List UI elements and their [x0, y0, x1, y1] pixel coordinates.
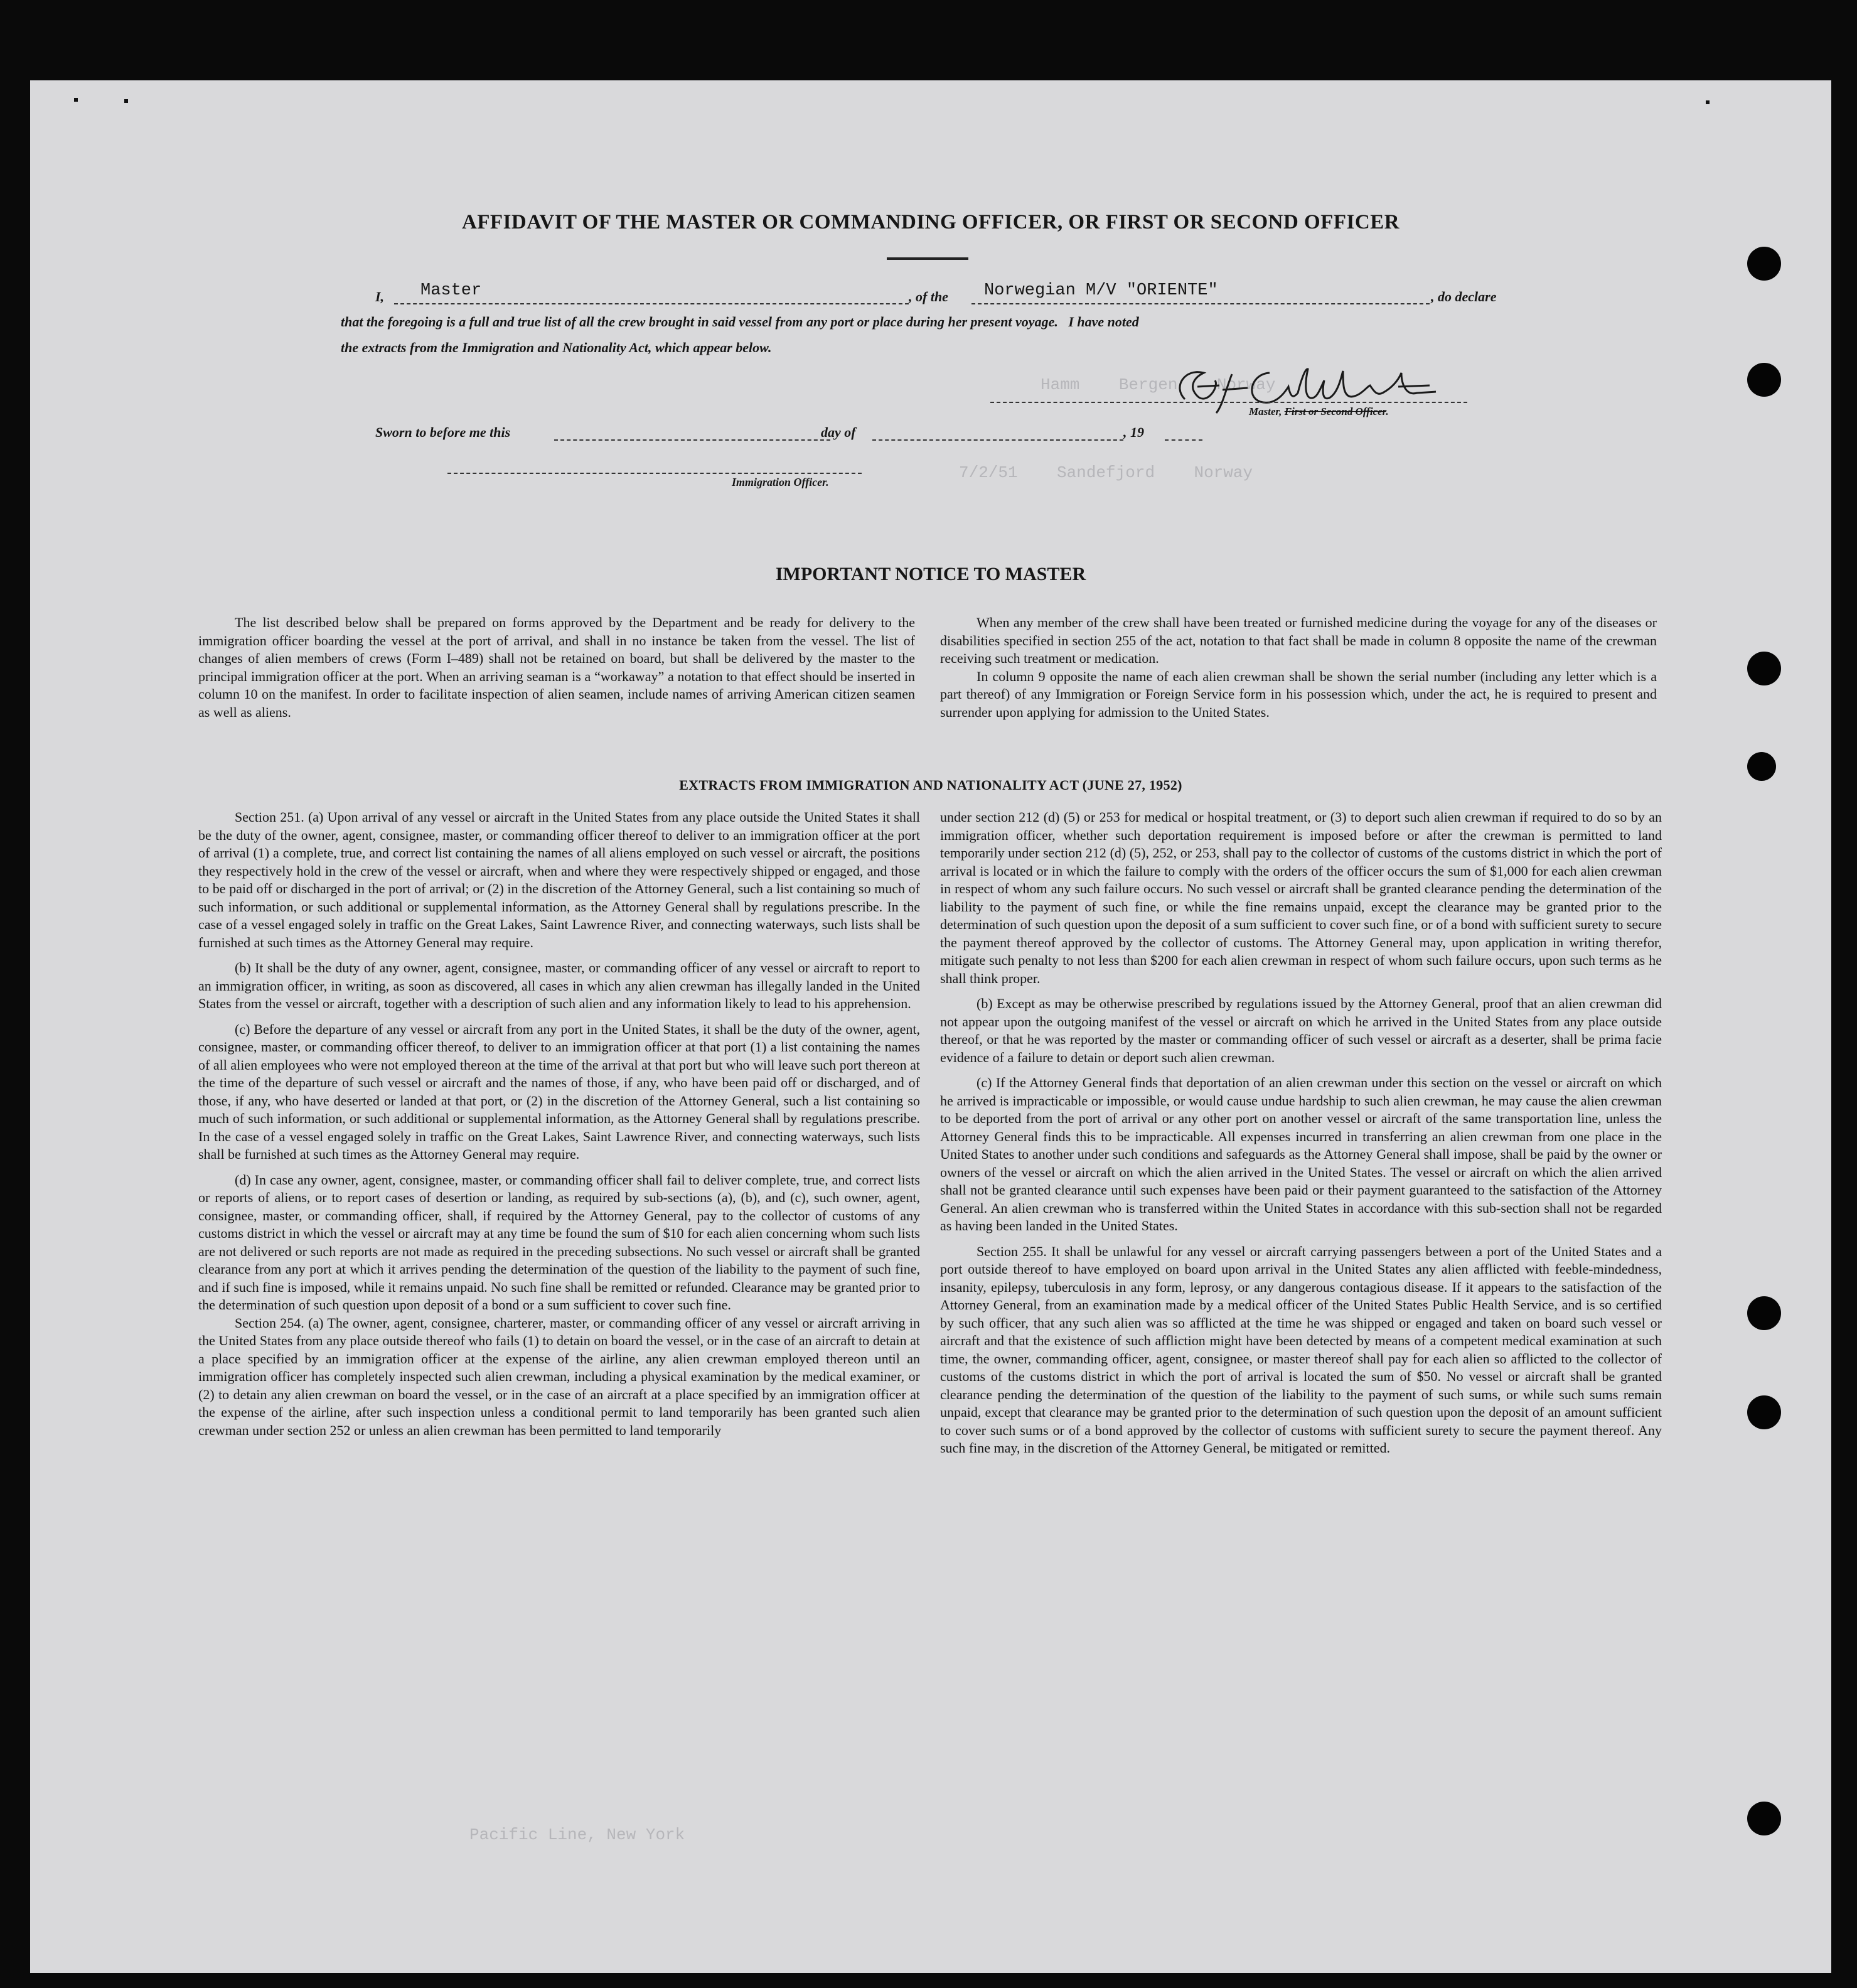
immigration-officer-caption: Immigration Officer.: [732, 476, 829, 488]
bleed-through-text: 7/2/51 Sandefjord Norway: [959, 463, 1253, 482]
signature-caption-prefix: Master,: [1249, 406, 1285, 417]
day-of-label: day of: [821, 424, 856, 440]
bleed-through-text: Hamm Bergen Norway: [1041, 375, 1276, 394]
notice-right-column: [940, 614, 1657, 721]
extracts-right-column: [940, 809, 1662, 1458]
of-the-label: , of the: [909, 289, 948, 304]
signature-caption-struck: First or Second Officer: [1284, 406, 1386, 417]
vessel-field-line: [971, 303, 1430, 304]
declaration-text-line-2: that the foregoing is a full and true list of all the crew brought in said vessel from any port or place during her present voyage. I have noted: [341, 314, 1139, 330]
declaration-i-label: I,: [375, 289, 385, 304]
section-254-b: (b) Except as may be otherwise prescribed by regulations issued by the Attorney General, proof that an alien crewman did not appear upon the outgoing manifest of the vessel or aircraft on which he arrived in the United States from any place outside thereof, or that he was reported by the master or commanding officer of such vessel or aircraft as a deserter, shall be prima facie evidence of a failure to detain or deport such alien crewman.: [940, 996, 1662, 1065]
section-255: Section 255. It shall be unlawful for any vessel or aircraft carrying passengers between a port of the United States and a port outside thereof to have employed on board upon arrival in the United States any alien afflicted with feeble-mindedness, insanity, epilepsy, tuberculosis in any form, leprosy, or any dangerous contagious disease. If it appears to the satisfaction of the Attorney General, from an examination made by a medical officer of the United States Public Health Service, and is so certified by such officer, that any such alien was so afflicted at the time he was shipped or engaged and taken on board such vessel or aircraft and that the existence of such affliction might have been detected by means of a competent medical examination at such time, the owner, commanding officer, agent, consignee, or master thereof shall pay for each alien so afflicted to the collector of customs of the customs district in which the port of arrival is located the sum of $50. No vessel or aircraft shall be granted clearance pending the determination of the question of the liability to the payment of such sums, or while such sums remain unpaid, except that clearance may be granted prior to the determination of such question upon the deposit of an amount sufficient to cover such sums or of a bond approved by the collector of customs with sufficient surety to secure the payment thereof. Any such fine may, in the discretion of the Attorney General, be mitigated or remitted.: [940, 1243, 1662, 1456]
signature-caption: [1249, 406, 1389, 418]
sworn-label: Sworn to before me this: [375, 424, 511, 440]
section-251-d: (d) In case any owner, agent, consignee, master, or commanding officer shall fail to deliver complete, true, and correct lists or reports of aliens, or to report cases of desertion or landing, as required by sub-sections (a), (b), and (c), such owner, agent, consignee, master, or commanding officer, shall, if required by the Attorney General, pay to the collector of customs of any customs district in which the vessel or aircraft may at any time be found the sum of $10 for each alien concerning whom such lists are not delivered or such reports are not made as required in the preceding subsections. No such vessel or aircraft shall be granted clearance from any port at which it arrives pending the determination of the question of the liability to the payment of such fine, and if such fine is imposed, while it remains unpaid. No such fine shall be remitted or refunded. Clearance may be granted prior to the determination of such question upon deposit of a bond or a sum sufficient to cover such fine.: [198, 1171, 920, 1313]
speck: [1706, 100, 1710, 104]
signature-caption-suffix: .: [1386, 406, 1389, 417]
vessel-field[interactable]: Norwegian M/V "ORIENTE": [984, 281, 1218, 300]
officer-field[interactable]: Master: [420, 281, 482, 300]
binder-hole: [1747, 1395, 1781, 1429]
section-254-a-continued: under section 212 (d) (5) or 253 for medical or hospital treatment, or (3) to deport such alien crewman if required to do so by an immigration officer, whether such deportation requirement is imposed before or after the crewman is permitted to land temporarily under section 212 (d) (5), 252, or 253, shall pay to the collector of customs of the customs district in which the port of arrival is located or in which the failure to comply with the orders of the officer occurs the sum of $1,000 for each alien crewman in respect of whom any such failure occurs. No such vessel or aircraft shall be granted clearance pending the determination of the liability to the payment of such fine, or while the fine remains unpaid, except the clearance may be granted prior to the determination of such question upon the deposit of a sum sufficient to cover such fine, or of a bond with sufficient surety to secure the payment thereof approved by the collector of customs. The Attorney General may, upon application in writing therefor, mitigate such penalty to not less than $200 for each alien crewman in respect of whom such failure occurs, upon such terms as he shall think proper.: [940, 809, 1662, 986]
section-251-c: (c) Before the departure of any vessel or aircraft from any port in the United States, it shall be the duty of the owner, agent, consignee, master, or commanding officer thereof, to deliver to an immigration officer at that port (1) a list containing the names of all alien employees who were not employed thereon at the time of the arrival at that port but who will leave such port thereon at the time of the departure of such vessel or aircraft and the names of those, if any, who have been paid off or discharged, and of those, if any, who have deserted or landed at that port, or (2) in the discretion of the Attorney General, such a list containing so much of such information, or such additional or supplemental information, as the Attorney General shall by regulations prescribe. In the case of a vessel engaged solely in traffic on the Great Lakes, Saint Lawrence River, and connecting waterways, such lists shall be furnished at such times as the Attorney General may require.: [198, 1021, 920, 1162]
officer-field-line: [394, 303, 909, 304]
affidavit-title: AFFIDAVIT OF THE MASTER OR COMMANDING OFFICER, OR FIRST OR SECOND OFFICER: [461, 211, 1400, 234]
sworn-year-line[interactable]: [1165, 439, 1202, 441]
sworn-date-line[interactable]: [554, 439, 830, 441]
binder-hole: [1747, 363, 1781, 397]
binder-hole: [1747, 752, 1776, 781]
notice-heading: IMPORTANT NOTICE TO MASTER: [775, 564, 1086, 584]
binder-hole: [1747, 1802, 1781, 1835]
binder-hole: [1747, 652, 1781, 685]
notice-right-paragraph-1: When any member of the crew shall have been treated or furnished medicine during the voyage for any of the diseases or disabilities specified in section 255 of the act, notation to that fact shall be made in column 8 opposite the name of the crewman receiving such treatment or medication.: [940, 615, 1657, 666]
section-254-a: Section 254. (a) The owner, agent, consignee, charterer, master, or commanding officer of any vessel or aircraft arriving in the United States from any place outside thereof who fails (1) to detain on board the vessel, or in the case of an aircraft to detain at a place specified by an immigration officer at the expense of the airline, any alien crewman employed thereon until an immigration officer has completely inspected such alien crewman, including a physical examination by the medical examiner, or (2) to detain any alien crewman on board the vessel, or in the case of an aircraft at a place specified by an immigration officer at the expense of the airline, after such inspection unless a conditional permit to land temporarily has been granted such alien crewman under section 252 or unless an alien crewman has been permitted to land temporarily: [198, 1314, 920, 1438]
section-254-c: (c) If the Attorney General finds that deportation of an alien crewman under this section on the vessel or aircraft on which he arrived is impracticable or impossible, or would cause undue hardship to such alien crewman, he may cause the alien crewman to be deported from the port of arrival or any other port on another vessel or aircraft of the same transportation line, unless the Attorney General finds this to be impracticable. All expenses incurred in transferring an alien crewman from one place in the United States to another under such conditions and safeguards as the Attorney General shall impose, shall be paid by the owner or owners of the vessel or aircraft on which the alien arrived in the United States. The vessel or aircraft on which the alien arrived shall not be granted clearance until such expenses have been paid or their payment guaranteed to the satisfaction of the Attorney General. An alien crewman who is transferred within the United States in accordance with this sub-section shall not be regarded as having been landed in the United States.: [940, 1075, 1662, 1233]
declaration-text-line-3: the extracts from the Immigration and Nationality Act, which appear below.: [341, 340, 772, 355]
binder-hole: [1747, 1296, 1781, 1330]
sworn-month-line[interactable]: [872, 439, 1123, 441]
bleed-through-text: Pacific Line, New York: [469, 1825, 685, 1844]
immigration-officer-line[interactable]: [447, 473, 862, 474]
section-251-a: Section 251. (a) Upon arrival of any vessel or aircraft in the United States from any place outside the United States it shall be the duty of the owner, agent, consignee, master, or commanding officer thereof to deliver to an immigration officer at the port of arrival (1) a complete, true, and correct list containing the names of all aliens employed on such vessel or aircraft, the positions they respectively hold in the crew of the vessel or aircraft, when and where they were respectively shipped or engaged, and those to be paid off or discharged in the port of arrival; or (2) in the discretion of the Attorney General, such a list containing so much of such information, or such additional or supplemental information, as the Attorney General shall by regulations prescribe. In the case of a vessel engaged solely in traffic on the Great Lakes, Saint Lawrence River, and connecting waterways, such lists shall be furnished at such times as the Attorney General may require.: [198, 809, 920, 950]
notice-left-paragraph: The list described below shall be prepared on forms approved by the Department and be ready for delivery to the immigration officer boarding the vessel at the port of arrival, and shall in no instance be taken from the vessel. The list of changes of alien members of crews (Form I–489) shall not be retained on board, but shall be delivered by the master to the principal immigration officer at the port. When an arriving seaman is a “workaway” a notation to that effect should be inserted in column 10 on the manifest. In order to facilitate inspection of alien seamen, include names of arriving American citizen seamen as well as aliens.: [198, 615, 915, 720]
speck: [74, 98, 78, 102]
document-page: [30, 80, 1831, 1973]
binder-hole: [1747, 247, 1781, 281]
year-label: , 19: [1123, 424, 1144, 440]
speck: [124, 99, 128, 103]
title-rule: [887, 257, 968, 260]
section-251-b: (b) It shall be the duty of any owner, agent, consignee, master, or commanding officer of any vessel or aircraft to report to an immigration officer, in writing, as soon as discovered, all cases in which any alien crewman has illegally landed in the United States from the vessel or aircraft, together with a description of such alien and any information likely to lead to his apprehension.: [198, 960, 920, 1011]
extracts-heading: EXTRACTS FROM IMMIGRATION AND NATIONALITY ACT (JUNE 27, 1952): [679, 777, 1182, 793]
extracts-left-column: [198, 809, 920, 1439]
do-declare-label: , do declare: [1431, 289, 1497, 304]
notice-right-paragraph-2: In column 9 opposite the name of each alien crewman shall be shown the serial number (including any letter which is a part thereof) of any Immigration or Foreign Service form in his possession which, under the act, he is required to present and surrender upon applying for admission to the United States.: [940, 668, 1657, 720]
signature-line: [990, 402, 1467, 403]
